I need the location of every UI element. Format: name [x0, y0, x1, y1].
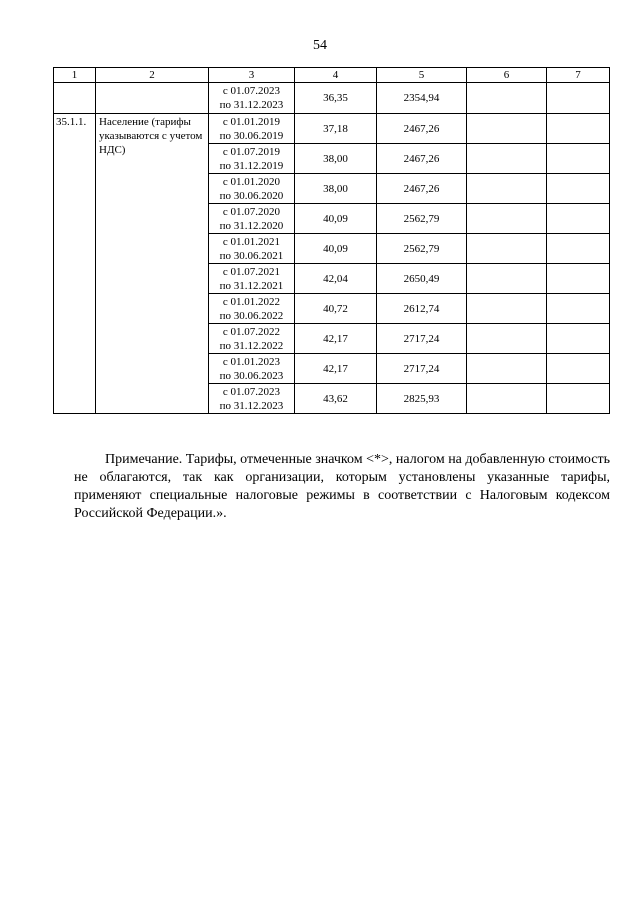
value-cell-col7 [547, 83, 610, 114]
period-cell [209, 384, 295, 414]
value-cell-col4: 36,35 [295, 83, 377, 114]
value-cell-col4: 37,18 [295, 114, 377, 144]
item-name-cell: Население (тарифы указываются с учетом НДС) [96, 114, 209, 414]
period-to: по 30.06.2019 [219, 129, 284, 142]
period-to: по 30.06.2020 [219, 189, 284, 202]
value-cell-col7 [547, 264, 610, 294]
period-to: по 30.06.2023 [219, 369, 284, 382]
value-cell-col5: 2612,74 [377, 294, 467, 324]
value-cell-col4: 40,09 [295, 234, 377, 264]
period-to: по 31.12.2019 [219, 159, 284, 172]
period-cell [209, 234, 295, 264]
period-from: с 01.07.2023 [222, 85, 281, 97]
value-cell-col5: 2717,24 [377, 354, 467, 384]
period-to: по 30.06.2021 [219, 249, 284, 262]
value-cell-col6 [467, 174, 547, 204]
period-cell [209, 354, 295, 384]
period-from: с 01.07.2019 [222, 145, 281, 158]
value-cell-col5: 2354,94 [377, 83, 467, 114]
value-cell-col7 [547, 234, 610, 264]
period-cell [209, 114, 295, 144]
value-cell-col4: 43,62 [295, 384, 377, 414]
value-cell-col7 [547, 294, 610, 324]
item-code-cell: 35.1.1. [54, 114, 96, 414]
value-cell-col4: 42,17 [295, 324, 377, 354]
value-cell-col7 [547, 114, 610, 144]
period-from: с 01.01.2022 [222, 295, 281, 308]
value-cell-col7 [547, 174, 610, 204]
value-cell-col6 [467, 114, 547, 144]
value-cell-col6 [467, 144, 547, 174]
period-to: по 31.12.2023 [219, 99, 284, 111]
column-header: 4 [295, 68, 377, 83]
column-header: 5 [377, 68, 467, 83]
value-cell-col4: 42,04 [295, 264, 377, 294]
period-from: с 01.01.2020 [222, 175, 281, 188]
period-from: с 01.01.2019 [222, 115, 281, 128]
period-cell [209, 324, 295, 354]
period-to: по 30.06.2022 [219, 309, 284, 322]
value-cell-col5: 2717,24 [377, 324, 467, 354]
column-header: 7 [547, 68, 610, 83]
table-row [54, 114, 610, 144]
value-cell-col6 [467, 294, 547, 324]
period-to: по 31.12.2022 [219, 339, 284, 352]
value-cell-col6 [467, 234, 547, 264]
period-cell [209, 83, 295, 114]
value-cell-col7 [547, 324, 610, 354]
value-cell-col7 [547, 204, 610, 234]
value-cell-col4: 40,72 [295, 294, 377, 324]
period-cell [209, 264, 295, 294]
column-header: 2 [96, 68, 209, 83]
value-cell-col7 [547, 354, 610, 384]
value-cell-col6 [467, 354, 547, 384]
period-cell [209, 204, 295, 234]
column-header: 1 [54, 68, 96, 83]
period-cell [209, 294, 295, 324]
value-cell-col5: 2467,26 [377, 144, 467, 174]
value-cell-col6 [467, 384, 547, 414]
period-to: по 31.12.2021 [219, 279, 284, 292]
period-from: с 01.07.2020 [222, 205, 281, 218]
period-from: с 01.01.2023 [222, 355, 281, 368]
value-cell-col5: 2467,26 [377, 174, 467, 204]
column-header: 6 [467, 68, 547, 83]
value-cell-col6 [467, 83, 547, 114]
value-cell-col4: 38,00 [295, 174, 377, 204]
period-from: с 01.07.2022 [222, 325, 281, 338]
value-cell-col6 [467, 204, 547, 234]
value-cell-col4: 40,09 [295, 204, 377, 234]
note-paragraph: Примечание. Тарифы, отмеченные значком <*>, налогом на добавленную стоимость не облагаются, так как организации, которым установлены указанные тарифы, применяют специальные налоговые режимы в соответствии с Налоговым кодексом Российской Федерации.». [74, 452, 610, 521]
value-cell-col7 [547, 144, 610, 174]
tariff-table [53, 67, 610, 414]
value-cell-col7 [547, 384, 610, 414]
page-number: 54 [313, 38, 327, 53]
value-cell-col5: 2467,26 [377, 114, 467, 144]
period-cell [209, 174, 295, 204]
period-to: по 31.12.2020 [219, 219, 284, 232]
value-cell-col5: 2562,79 [377, 204, 467, 234]
value-cell-col5: 2562,79 [377, 234, 467, 264]
value-cell-col5: 2650,49 [377, 264, 467, 294]
value-cell-col6 [467, 264, 547, 294]
period-from: с 01.07.2023 [222, 385, 281, 398]
value-cell-col5: 2825,93 [377, 384, 467, 414]
column-header: 3 [209, 68, 295, 83]
header-row [54, 68, 610, 83]
period-cell [209, 144, 295, 174]
value-cell-col4: 42,17 [295, 354, 377, 384]
table-row [54, 83, 610, 114]
period-to: по 31.12.2023 [219, 399, 284, 412]
value-cell-col6 [467, 324, 547, 354]
item-code-cell [54, 83, 96, 114]
period-from: с 01.01.2021 [222, 235, 281, 248]
value-cell-col4: 38,00 [295, 144, 377, 174]
period-from: с 01.07.2021 [222, 265, 281, 278]
item-name-cell [96, 83, 209, 114]
